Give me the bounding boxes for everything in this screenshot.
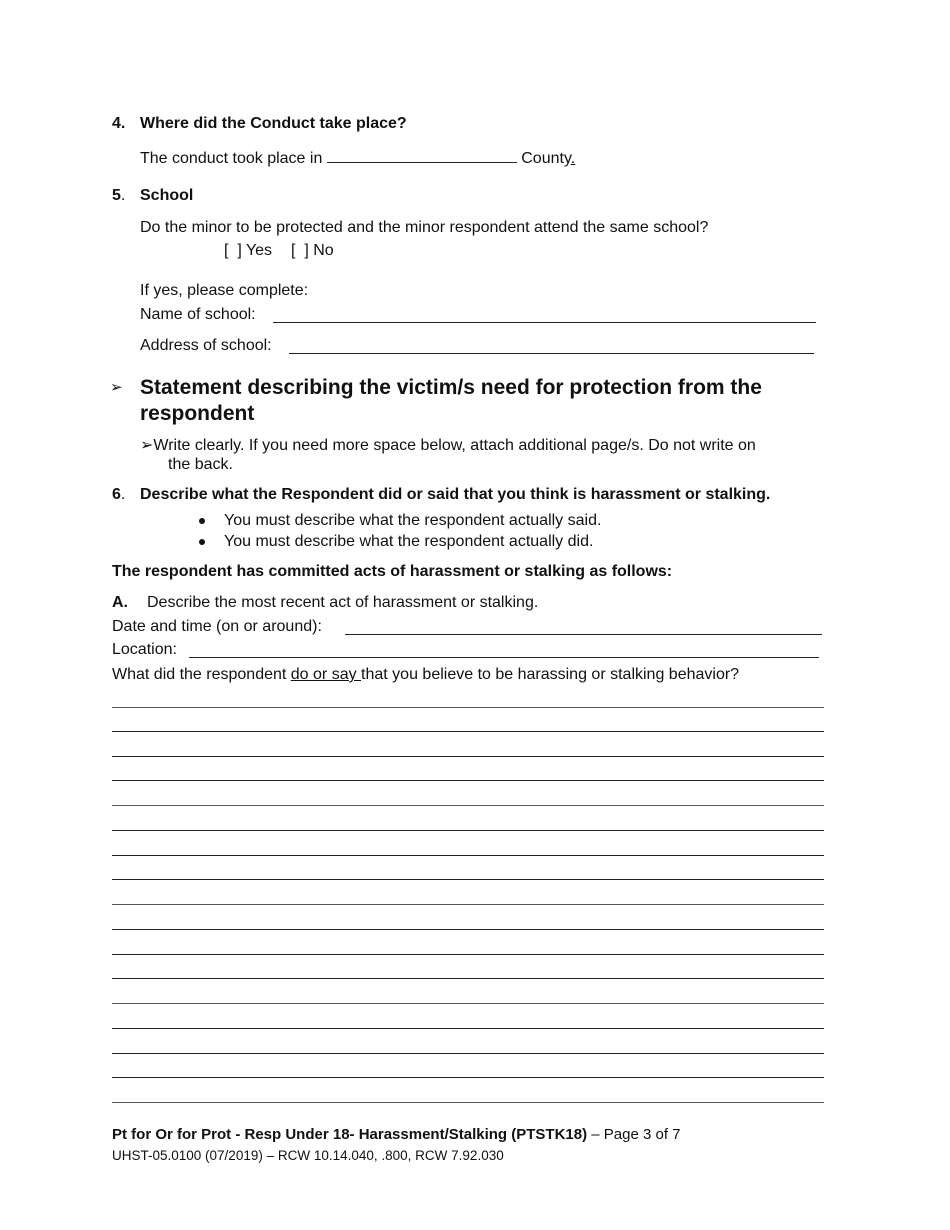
date-time-field[interactable]: [345, 634, 822, 635]
instruction-arrow-icon: ➢: [140, 437, 154, 454]
same-school-yes-checkbox[interactable]: [ ] Yes: [224, 242, 273, 259]
writing-line[interactable]: [112, 731, 824, 732]
writing-line[interactable]: [112, 1028, 824, 1029]
location-field[interactable]: [189, 657, 819, 658]
item-a-label: A.: [112, 594, 128, 611]
county-period: .: [570, 150, 576, 167]
conduct-question: [112, 665, 739, 685]
conduct-location-line: [140, 148, 575, 169]
writing-line[interactable]: [112, 954, 824, 955]
writing-line[interactable]: [112, 805, 824, 806]
section-6-number-text: 6: [112, 486, 121, 503]
writing-line[interactable]: [112, 756, 824, 757]
statement-arrow-icon: ➢: [110, 379, 123, 396]
footer-title: Pt for Or for Prot - Resp Under 18- Harassment/Stalking (PTSTK18): [112, 1126, 588, 1143]
writing-line[interactable]: [112, 1053, 824, 1054]
school-name-field[interactable]: [273, 322, 816, 323]
footer-citation: UHST-05.0100 (07/2019) – RCW 10.14.040, .800, RCW 7.92.030: [112, 1148, 504, 1163]
if-yes-instruction: If yes, please complete:: [140, 282, 309, 299]
bullet-2-text: You must describe what the respondent actually did.: [224, 533, 594, 550]
writing-line[interactable]: [112, 707, 824, 708]
school-name-label: Name of school:: [140, 306, 256, 323]
writing-line[interactable]: [112, 978, 824, 979]
writing-line[interactable]: [112, 904, 824, 905]
bullet-2-icon: [199, 539, 205, 545]
writing-line[interactable]: [112, 780, 824, 781]
county-field[interactable]: [327, 148, 517, 163]
statement-heading-line2: respondent: [140, 402, 255, 425]
county-label: County: [521, 150, 571, 167]
instruction-line1: Write clearly. If you need more space below, attach additional page/s. Do not write on: [153, 437, 756, 454]
bullet-1-text: You must describe what the respondent actually said.: [224, 512, 602, 529]
section-6-number-dot: .: [120, 486, 126, 503]
writing-line[interactable]: [112, 830, 824, 831]
location-label: Location:: [112, 641, 177, 658]
conduct-location-text: The conduct took place in: [140, 150, 323, 167]
conduct-question-end: that you believe to be harassing or stalking behavior?: [361, 666, 740, 683]
same-school-no-checkbox[interactable]: [ ] No: [291, 242, 334, 259]
bullet-1-icon: [199, 518, 205, 524]
footer-page-info: – Page 3 of 7: [587, 1126, 681, 1143]
section-5-heading: School: [140, 187, 194, 204]
conduct-question-underlined: do or say: [290, 666, 362, 683]
section-5-number: [112, 186, 125, 206]
section-6-heading: Describe what the Respondent did or said that you think is harassment or stalking.: [140, 486, 771, 503]
section-6-number: [112, 485, 125, 505]
instruction-line2: the back.: [168, 456, 233, 473]
section-4-number: 4.: [112, 115, 126, 132]
item-a-text: Describe the most recent act of harassment or stalking.: [147, 594, 539, 611]
section-5-number-dot: .: [120, 187, 126, 204]
writing-line[interactable]: [112, 1102, 824, 1103]
section-4-heading: Where did the Conduct take place?: [140, 115, 407, 132]
school-address-label: Address of school:: [140, 337, 272, 354]
footer-title-line: [112, 1126, 681, 1145]
section-5-number-text: 5: [112, 187, 121, 204]
writing-line[interactable]: [112, 929, 824, 930]
writing-line[interactable]: [112, 1003, 824, 1004]
date-time-label: Date and time (on or around):: [112, 618, 322, 635]
statement-heading: [140, 375, 830, 427]
conduct-question-start: What did the respondent: [112, 666, 291, 683]
writing-line[interactable]: [112, 855, 824, 856]
write-clearly-instruction: [140, 436, 830, 474]
writing-line[interactable]: [112, 1077, 824, 1078]
acts-heading: The respondent has committed acts of harassment or stalking as follows:: [112, 563, 673, 580]
same-school-question: Do the minor to be protected and the minor respondent attend the same school?: [140, 219, 709, 236]
statement-heading-line1: Statement describing the victim/s need for protection from the: [140, 376, 762, 399]
school-address-field[interactable]: [289, 353, 814, 354]
writing-line[interactable]: [112, 879, 824, 880]
